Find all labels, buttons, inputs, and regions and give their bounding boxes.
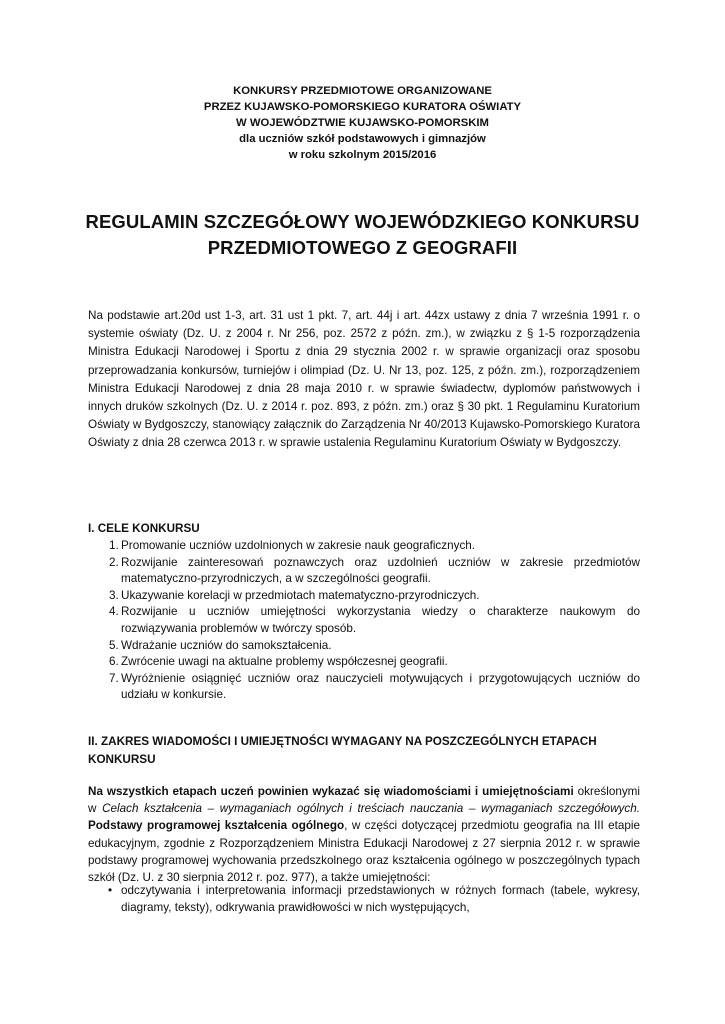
paragraph-text: , w części dotyczącej przedmiotu geografia na III etapie edukacyjnym, zgodnie z Rozporządzeniem Ministra Edukacji Narodowej z 27 sierpnia 2012 r. w sprawie podstawy programowej wychowania przedszkolnego oraz kształcenia ogólnego w poszczególnych typach szkół (Dz. U. z 30 sierpnia 2012 r. poz. 977), a także umiejętności: [88,819,641,885]
list-item-text: Ukazywanie korelacji w przedmiotach matematyczno-przyrodniczych. [121,588,480,602]
list-item [88,588,640,605]
list-item-text: Rozwijanie u uczniów umiejętności wykorzystania wiedzy o charakterze naukowym do rozwiązywania problemów w twórczy sposób. [121,605,640,635]
intro-paragraph: Na podstawie art.20d ust 1-3, art. 31 ust 1 pkt. 7, art. 44j i art. 44zx ustawy z dnia 7 września 1991 r. o systemie oświaty (Dz. U. z 2004 r. Nr 256, poz. 2572 z późn. zm.), w związku z § 1-5 rozporządzenia Ministra Edukacji Narodowej i Sportu z dnia 29 stycznia 2002 r. w sprawie organizacji oraz sposobu przeprowadzania konkursów, turniejów i olimpiad (Dz. U. Nr 13, poz. 125, z późn. zm.), rozporządzeniem Ministra Edukacji Narodowej z dnia 28 maja 2010 r. w sprawie świadectw, dyplomów państwowych i innych druków szkolnych (Dz. U. z 2014 r. poz. 893, z późn. zm.) oraz § 30 pkt. 1 Regulaminu Kuratorium Oświaty w Bydgoszczy, stanowiący załącznik do Zarządzenia Nr 40/2013 Kujawsko-Pomorskiego Kuratora Oświaty z dnia 28 czerwca 2013 r. w sprawie ustalenia Regulaminu Kuratorium Oświaty w Bydgoszczy. [88,309,640,450]
list-item-number: 7. [109,671,119,685]
header-line-5: w roku szkolnym 2015/2016 [288,149,437,161]
document-header [0,83,725,163]
title-line-1: REGULAMIN SZCZEGÓŁOWY WOJEWÓDZKIEGO KONKURSU [85,211,640,232]
list-item-text: Rozwijanie zainteresowań poznawczych oraz uzdolnień uczniów w zakresie przedmiotów matematyczno-przyrodniczych, a w szczególności geografii. [121,555,640,586]
list-item: odczytywania i interpretowania informacji przedstawionych w różnych formach (tabele, wykresy, diagramy, teksty), odkrywania prawidłowości w nich występujących, [121,884,640,915]
paragraph-italic: Celach kształcenia – wymaganiach ogólnych i treściach nauczania – wymaganiach szczegółowych. [102,802,640,816]
list-item-text: Wyróżnienie osiągnięć uczniów oraz nauczycieli motywujących i przygotowujących uczniów do udziału w konkursie. [121,671,640,702]
list-item-number: 6. [109,655,119,669]
document-title [0,209,725,261]
list-item-number: 5. [109,638,119,652]
list-item [88,654,640,671]
list-item [88,604,640,637]
header-line-4: dla uczniów szkół podstawowych i gimnazjów [239,133,486,145]
list-item-number: 2. [109,555,119,569]
list-item [88,638,640,655]
section-2-paragraph [88,783,640,886]
list-item [88,538,640,555]
list-item [88,555,640,588]
skills-bullet-list [88,882,640,916]
header-line-3: W WOJEWÓDZTWIE KUJAWSKO-POMORSKIM [236,117,489,129]
list-item-text: Promowanie uczniów uzdolnionych w zakresie nauk geograficznych. [121,539,476,552]
list-item-number: 4. [109,605,119,619]
section-1-heading: I. CELE KONKURSU [88,522,200,535]
header-line-2: PRZEZ KUJAWSKO-POMORSKIEGO KURATORA OŚWIATY [203,101,522,113]
list-item-text: Wdrażanie uczniów do samokształcenia. [121,638,332,652]
goals-list [88,538,640,704]
list-item-number: 1. [109,539,119,552]
list-item-text: Zwrócenie uwagi na aktualne problemy współczesnej geografii. [121,655,448,669]
header-line-1: KONKURSY PRZEDMIOTOWE ORGANIZOWANE [233,85,492,97]
list-item [88,671,640,704]
bullet-icon: • [108,884,113,897]
paragraph-text: określonymi w [88,785,640,816]
list-item-number: 3. [109,588,119,602]
paragraph-bold-lead: Na wszystkich etapach uczeń powinien wykazać się wiadomościami i umiejętnościami [88,785,574,798]
title-line-2: PRZEDMIOTOWEGO Z GEOGRAFII [207,237,518,258]
paragraph-bold-basis: Podstawy programowej kształcenia ogólnego [88,819,345,833]
section-2-heading: II. ZAKRES WIADOMOŚCI I UMIEJĘTNOŚCI WYMAGANY NA POSZCZEGÓLNYCH ETAPACH KONKURSU [88,735,597,766]
